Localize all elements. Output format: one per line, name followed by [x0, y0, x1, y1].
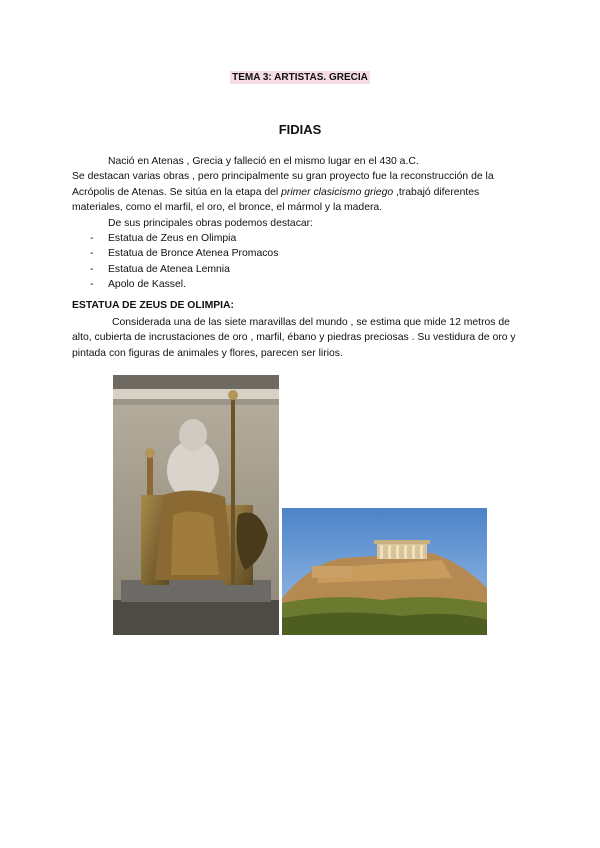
- list-bullet: -: [90, 279, 94, 291]
- topic-header-text: TEMA 3: ARTISTAS. GRECIA: [232, 72, 368, 83]
- page-title: FIDIAS: [278, 122, 322, 137]
- section-paragraph: [72, 315, 532, 361]
- list-item: - Estatua de Zeus en Olimpia: [72, 231, 532, 246]
- intro-works-lead: De sus principales obras podemos destacar:: [108, 217, 314, 229]
- list-bullet: -: [90, 248, 94, 260]
- list-item: - Apolo de Kassel.: [72, 277, 532, 292]
- list-bullet: -: [90, 233, 94, 245]
- zeus-statue-photo: [113, 375, 279, 635]
- intro-emphasis: primer clasicismo griego: [281, 186, 394, 198]
- list-bullet: -: [90, 263, 94, 275]
- list-item: - Estatua de Bronce Atenea Promacos: [72, 246, 532, 261]
- intro-block: [72, 154, 532, 293]
- intro-paragraph: [72, 169, 532, 215]
- acropolis-photo: [282, 508, 487, 635]
- intro-text-a: Se destacan varias obras , pero principalmente su gran proyecto fue la reconstrucción de la Acrópolis de Atenas. Se sitúa en la etapa del: [72, 171, 494, 198]
- topic-header: [0, 72, 600, 83]
- list-item: - Estatua de Atenea Lemnia: [72, 262, 532, 277]
- intro-line-birth: Nació en Atenas , Grecia y falleció en el mismo lugar en el 430 a.C.: [108, 156, 419, 167]
- intro-text-b: ,trabajó diferentes materiales, como el marfil, el oro, el bronce, el mármol y la madera.: [72, 186, 480, 214]
- works-list: [72, 231, 532, 293]
- section-text: Considerada una de las siete maravillas del mundo , se estima que mide 12 metros de alto, cubierta de incrustaciones de oro , marfil, ébano y piedras preciosas . Su vestidura de oro y pintada con figuras de animales y flores, parecen ser lirios.: [72, 317, 516, 359]
- section-heading: ESTATUA DE ZEUS DE OLIMPIA:: [72, 300, 235, 311]
